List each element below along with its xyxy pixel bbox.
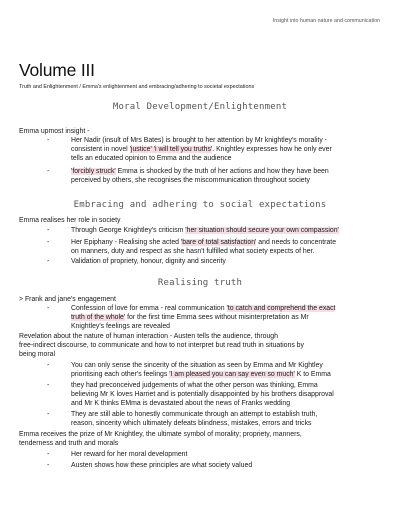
bullet-dash: - — [47, 462, 50, 469]
highlighted-quote: truth of the whole' — [71, 314, 126, 321]
page-subtitle: Truth and Enlightenment / Emma's enlightenment and embracing/adhering to societal expectations — [19, 84, 255, 90]
bullet-dash: - — [47, 305, 50, 312]
paragraph-line: free-indirect discourse, to communicate and how to not interpret but read truth in situations by — [19, 342, 304, 349]
bullet-line: perceived by others, she recognises the miscommunication throughout society — [71, 177, 310, 184]
bullet-line: Knightley's feelings are revealed — [71, 323, 170, 330]
bullet-line: reason, sincerity which ultimately defeats blindness, mistakes, errors and tricks — [71, 420, 312, 427]
bullet-dash: - — [47, 411, 50, 418]
section-intro: > Frank and jane's engagement — [19, 296, 116, 303]
bullet-line: tells an educated opinion to Emma and the audience — [71, 155, 232, 162]
paragraph-line: tenderness and truth and morals — [19, 440, 119, 447]
section-heading-moral-development: Moral Development/Enlightenment — [112, 102, 288, 112]
bullet-dash: - — [47, 362, 50, 369]
bullet-dash: - — [47, 239, 50, 246]
highlighted-quote: 'bare of total satisfaction' — [180, 239, 257, 246]
section-heading-realising-truth: Realising truth — [157, 278, 243, 288]
highlighted-quote: 'her situation should secure your own compassion' — [185, 227, 339, 234]
page-title: Volume III — [19, 60, 95, 80]
bullet-line: on manners, duty and respect as she hasn't fulfilled what society expects of her. — [71, 248, 315, 255]
highlighted-quote: 'I am pleased you can say even so much' — [169, 371, 295, 378]
bullet-line: Confession of love for emma - real communication 'to catch and comprehend the exact — [71, 305, 336, 312]
bullet-dash: - — [47, 451, 50, 458]
bullet-line: Her Epiphany - Realising she acted 'bare of total satisfaction' and needs to concentrate — [71, 239, 337, 246]
bullet-line: prioritising each other's feelings 'I am pleased you can say even so much' K to Emma — [71, 371, 331, 378]
bullet-line: 'forcibly struck' Emma is shocked by the truth of her actions and how they have been — [71, 168, 329, 175]
bullet-line: they had preconceived judgements of what the other person was thinking, Emma — [71, 382, 318, 389]
bullet-line: and Mr K thinks EMma is devastated about the news of Franks wedding — [71, 400, 291, 407]
bullet-line: consistent in novel 'justice' 'i will tell you truths'. Knightley expresses how he only ever — [71, 146, 332, 153]
section-intro: Emma upmost insight - — [19, 128, 90, 135]
bullet-line: They are still able to honestly communicate through an attempt to establish truth, — [71, 411, 318, 418]
highlighted-quote: 'to catch and comprehend the exact — [226, 305, 336, 312]
bullet-line: Validation of propriety, honour, dignity and sincerity — [71, 258, 226, 265]
bullet-dash: - — [47, 227, 50, 234]
section-intro: Emma realises her role in society — [19, 217, 121, 224]
highlighted-quote: 'justice' 'i will tell you truths' — [129, 146, 213, 153]
highlighted-quote: 'forcibly struck' — [71, 168, 116, 175]
bullet-line: Her Nadir (insult of Mrs Bates) is brought to her attention by Mr knightley's morality - — [71, 137, 327, 144]
bullet-line: truth of the whole' for the first time Emma sees without misinterpretation as Mr — [71, 314, 309, 321]
bullet-line: Through George Knightley's criticism 'her situation should secure your own compassion' — [71, 227, 339, 234]
paragraph-line: Revelation about the nature of human interaction - Austen tells the audience, through — [19, 333, 278, 340]
paragraph-line: Emma receives the prize of Mr Knightley, the ultimate symbol of morality; propriety, manners, — [19, 431, 302, 438]
paragraph-line: being moral — [19, 351, 56, 358]
bullet-line: Her reward for her moral development — [71, 451, 188, 458]
running-header: Insight into human nature and communication — [272, 18, 380, 24]
bullet-dash: - — [47, 258, 50, 265]
section-heading-social-expectations: Embracing and adhering to social expectations — [73, 200, 327, 210]
bullet-line: believing Mr K loves Harriet and is potentially disappointed by his brothers disapproval — [71, 391, 334, 398]
bullet-dash: - — [47, 137, 50, 144]
bullet-dash: - — [47, 168, 50, 175]
bullet-line: You can only sense the sincerity of the situation as seen by Emma and Mr Kightley — [71, 362, 323, 369]
bullet-line: Austen shows how these principles are what society valued — [71, 462, 253, 469]
bullet-dash: - — [47, 382, 50, 389]
